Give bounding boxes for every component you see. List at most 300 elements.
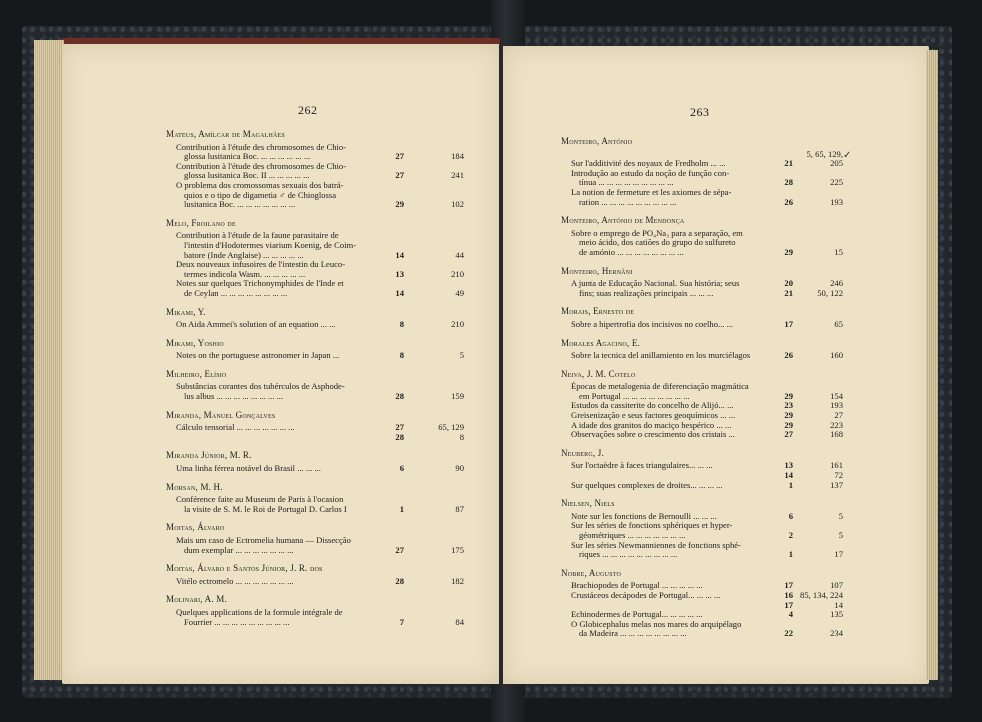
entry-page <box>404 546 464 556</box>
page-reference: 193 <box>830 196 843 207</box>
author-name: Mateus, Amílcar de Magalhães <box>166 129 285 139</box>
page-reference: 184 <box>451 151 464 162</box>
entry-title-line <box>176 433 382 443</box>
index-entry <box>166 181 464 210</box>
volume-number: 14 <box>784 470 793 481</box>
entry-volume <box>771 320 793 330</box>
index-entry <box>561 461 843 480</box>
entry-page <box>793 591 843 610</box>
author-name: Nobre, Augusto <box>561 567 622 578</box>
entry-title-line: lus albus ... ... ... ... ... ... ... ... <box>184 391 284 402</box>
volume-number: 29 <box>784 419 793 430</box>
entry-title-line: Mais um caso de Ectromelia humana — Dissecção <box>176 535 351 545</box>
index-entry <box>166 231 464 260</box>
entry-page <box>793 178 843 188</box>
entry-page <box>404 320 464 330</box>
page-reference: 168 <box>830 429 843 440</box>
entry-volume <box>382 270 404 280</box>
entry-title <box>176 320 382 330</box>
volume-number: 21 <box>784 158 793 169</box>
author-name: Milheiro, Elísio <box>166 368 227 379</box>
entry-volume <box>382 505 404 515</box>
page-reference: 135 <box>830 609 843 620</box>
entry-title-line: A junta de Educação Nacional. Sua história; seus <box>571 278 740 289</box>
volume-number: 2 <box>788 530 793 540</box>
entry-title-line: Notes sur quelques Trichonymphides de l'Inde et <box>176 278 344 289</box>
index-entry <box>561 188 843 207</box>
author-name: Morsan, M. H. <box>166 481 223 492</box>
author-group <box>166 564 464 586</box>
entry-title-line: da Madeira ... ... ... ... ... ... ... ... <box>579 628 687 639</box>
index-entry <box>561 541 843 560</box>
volume-number: 22 <box>784 628 793 639</box>
entry-page <box>404 392 464 402</box>
entry-title-line: Introdução ao estudo da noção de função con- <box>571 167 730 178</box>
right-page-number: 263 <box>690 105 710 119</box>
volume-number: 7 <box>399 616 404 627</box>
left-page-number: 262 <box>298 103 318 117</box>
entry-page <box>793 550 843 560</box>
entry-volume <box>771 279 793 298</box>
entry-title <box>571 351 771 361</box>
page-reference: 65, 129 <box>438 422 464 433</box>
page-reference: 159 <box>451 391 464 402</box>
page-reference: 65 <box>834 318 843 329</box>
page-stack-right <box>926 50 938 680</box>
volume-number: 27 <box>395 544 404 555</box>
entry-volume <box>771 629 793 639</box>
entry-title <box>176 423 382 442</box>
entry-page <box>404 152 464 162</box>
volume-number: 26 <box>784 350 793 361</box>
author-group <box>561 307 843 329</box>
index-entry <box>561 620 843 639</box>
page-reference: 87 <box>455 503 464 514</box>
entry-title-line: tínua ... ... ... ... ... ... ... ... ... <box>579 177 674 188</box>
entry-title <box>176 260 382 279</box>
index-entry <box>561 150 843 169</box>
page-stack-left <box>34 40 64 680</box>
author-name: Neiva, J. M. Cotelo <box>561 368 636 379</box>
entry-volume <box>382 618 404 628</box>
entry-title-line: Note sur les fonctions de Bernoulli ... ... ... <box>571 510 717 521</box>
volume-number: 1 <box>788 549 793 560</box>
volume-number: 17 <box>784 599 793 610</box>
author-group <box>166 130 464 210</box>
index-entry <box>561 169 843 188</box>
index-entry <box>561 351 843 361</box>
index-entry <box>561 382 843 401</box>
entry-title <box>176 382 382 401</box>
index-entry <box>166 608 464 627</box>
author-group <box>561 216 843 257</box>
entry-title-line: Substâncias corantes dos tubérculos de Asphode- <box>176 381 345 392</box>
entry-title <box>176 495 382 514</box>
entry-title <box>571 279 771 298</box>
entry-title-line: Crustáceos decápodes de Portugal... ... ... ... <box>571 589 721 600</box>
entry-volume <box>771 531 793 541</box>
page-reference: 154 <box>830 390 843 401</box>
entry-title <box>176 351 382 361</box>
page-reference: 161 <box>830 460 843 471</box>
page-reference: 175 <box>451 544 464 555</box>
author-name: Mikami, Y. <box>166 306 206 317</box>
page-reference: 234 <box>830 628 843 639</box>
index-entry <box>561 430 843 440</box>
entry-title-line: Deux nouveaux infusoires de l'intestin du Leuco- <box>176 259 346 270</box>
entry-volume <box>382 251 404 261</box>
entry-title-line: em Portugal ... ... ... ... ... ... ... ... <box>579 390 690 401</box>
entry-title <box>176 464 382 474</box>
page-reference: 8 <box>459 431 464 442</box>
page-reference: 241 <box>451 170 464 181</box>
entry-title <box>571 521 771 540</box>
entry-title <box>176 143 382 162</box>
entry-page <box>404 577 464 587</box>
entry-title-line: Contribution à l'étude de la faune parasitaire de <box>176 230 339 241</box>
entry-title-line: Épocas de metalogenia de diferenciação magmática <box>571 381 749 392</box>
entry-title-line: Sur l'additivité des noyaux de Fredholm ... ... <box>571 158 726 169</box>
entry-title <box>571 430 771 440</box>
entry-volume <box>382 152 404 162</box>
entry-title <box>176 279 382 298</box>
author-group <box>166 451 464 473</box>
entry-title-line: Contribution à l'étude des chromosomes de Chio- <box>176 160 347 171</box>
entry-title <box>571 229 771 258</box>
entry-page <box>404 618 464 628</box>
entry-title-line: Sobre o emprego de PO₄Na₃ para a separação, em <box>571 227 743 238</box>
entry-title-line: meio ácido, dos catiões do grupo do sulfureto <box>579 237 736 248</box>
entry-title-line: A idade dos granitos do maciço hespérico ... ... <box>571 419 732 430</box>
volume-number: 27 <box>395 422 404 433</box>
entry-title <box>571 382 771 401</box>
entry-page <box>793 351 843 361</box>
entry-volume <box>382 289 404 299</box>
entry-title-line: ration ... ... ... ... ... ... ... ... ... <box>579 196 677 207</box>
entry-page <box>793 320 843 330</box>
entry-page <box>404 351 464 361</box>
author-group <box>166 595 464 627</box>
entry-title <box>571 591 771 610</box>
author-group <box>166 483 464 515</box>
entry-title-line: Conférence faite au Museum de Paris à l'ocasion <box>176 494 344 505</box>
entry-volume <box>382 464 404 474</box>
page-reference: 90 <box>455 463 464 474</box>
volume-number: 16 <box>784 589 793 600</box>
author-group <box>561 339 843 361</box>
entry-volume <box>771 591 793 610</box>
entry-title-line: de Ceylan ... ... ... ... ... ... ... ... <box>184 287 288 298</box>
entry-volume <box>771 550 793 560</box>
page-reference: 5, 65, 129, 205 <box>806 148 843 169</box>
entry-title-line: Quelques applications de la formule intégrale de <box>176 606 343 617</box>
author-name: Mikami, Yoshio <box>166 337 224 348</box>
page-reference: 72 <box>834 470 843 481</box>
page-reference: 210 <box>451 319 464 330</box>
author-group <box>561 449 843 490</box>
margin-checkmark: ✓ <box>843 150 852 161</box>
entry-title-line: glossa lusitanica Boc. ... ... ... ... ... ... <box>184 151 311 162</box>
entry-volume <box>771 159 793 169</box>
entry-title-line: Cálculo tensorial ... ... ... ... ... ... ... <box>176 422 295 433</box>
entry-title-line: lusitanica Boc. ... ... ... ... ... ... ... <box>184 199 296 210</box>
entry-title-line: fins; suas realizações principais ... ... ... <box>579 287 714 298</box>
entry-title-line: quios e o tipo de digametia ♂ de Chioglossa <box>184 189 337 200</box>
entry-page <box>793 248 843 258</box>
entry-title-line: géométriques ... ... ... ... ... ... ... <box>579 530 686 540</box>
page-reference: 84 <box>455 616 464 627</box>
entry-title-line: Sur les séries Newmanniennes de fonctions sphé- <box>571 539 741 550</box>
volume-number: 21 <box>784 287 793 298</box>
page-reference: 27 <box>834 410 843 421</box>
entry-title <box>571 541 771 560</box>
volume-number: 29 <box>784 246 793 257</box>
volume-number: 27 <box>395 170 404 181</box>
entry-title-line: O problema dos cromossomas sexuais dos batrá- <box>176 179 344 190</box>
entry-volume <box>382 320 404 330</box>
entry-title-line: Uma linha férrea notável do Brasil ... ... ... <box>176 463 321 474</box>
author-name: Neuberg, J. <box>561 447 604 458</box>
entry-title-line: Brachiopodes de Portugal ... ... ... ... ... <box>571 580 703 591</box>
entry-page <box>793 531 843 541</box>
entry-page <box>793 512 843 522</box>
entry-volume <box>382 200 404 210</box>
author-group <box>166 219 464 299</box>
author-group <box>166 411 464 443</box>
author-group <box>561 569 843 639</box>
page-reference: 193 <box>830 400 843 411</box>
author-name: Monteiro, António <box>561 136 633 146</box>
index-entry <box>166 279 464 298</box>
page-reference: 5 <box>459 350 464 361</box>
entry-title-line: Notes on the portuguese astronomer in Japan ... <box>176 350 340 361</box>
entry-volume <box>771 430 793 440</box>
entry-page <box>793 430 843 440</box>
volume-number: 8 <box>399 350 404 361</box>
author-name: Molinari, A. M. <box>166 594 227 605</box>
author-name: Morais, Ernesto de <box>561 306 635 317</box>
entry-volume <box>382 171 404 181</box>
page-reference: 44 <box>455 249 464 260</box>
author-group <box>561 267 843 299</box>
author-name: Monteiro, Hernâni <box>561 265 633 276</box>
entry-title <box>176 181 382 210</box>
page-reference: 14 <box>834 599 843 610</box>
entry-volume <box>382 577 404 587</box>
entry-title <box>176 577 382 587</box>
author-group <box>166 308 464 330</box>
volume-number: 29 <box>395 199 404 210</box>
entry-title-line: Greisenização e seus factores geoquímicos ... ... <box>571 410 736 421</box>
index-entry <box>166 351 464 361</box>
entry-title-line: Echinodermes de Portugal... ... ... ... ... <box>571 609 703 620</box>
entry-volume <box>771 178 793 188</box>
page-reference: 107 <box>830 580 843 591</box>
volume-number: 28 <box>395 431 404 442</box>
author-name: Melo, Froilano de <box>166 217 236 228</box>
author-group <box>561 370 843 440</box>
entry-page <box>404 464 464 474</box>
entry-page <box>793 461 843 480</box>
entry-title <box>571 320 771 330</box>
entry-title-line: Sobre a hipertrofia dos incisivos no coelho... ... <box>571 318 734 329</box>
page-reference: 5 <box>838 530 843 540</box>
entry-title-line: riques ... ... ... ... ... ... ... ... ... <box>579 549 678 560</box>
page-reference: 15 <box>834 246 843 257</box>
entry-volume <box>771 512 793 522</box>
page-reference: 223 <box>830 419 843 430</box>
entry-title-line: Fourrier ... ... ... ... ... ... ... ... ... <box>184 616 290 627</box>
entry-title-line: La notion de fermeture et les axiomes de sépa- <box>571 186 732 197</box>
volume-number: 27 <box>395 151 404 162</box>
entry-volume <box>771 481 793 491</box>
index-entry <box>166 536 464 555</box>
entry-title <box>176 536 382 555</box>
author-group <box>166 523 464 555</box>
entry-page <box>793 279 843 298</box>
entry-volume <box>771 198 793 208</box>
volume-number: 28 <box>784 177 793 188</box>
volume-number: 1 <box>399 503 404 514</box>
volume-number: 17 <box>784 318 793 329</box>
index-entry <box>561 279 843 298</box>
index-entry <box>166 320 464 330</box>
author-name: Morales Agacino, E. <box>561 337 640 348</box>
page-reference: 137 <box>830 479 843 490</box>
entry-page <box>793 481 843 491</box>
entry-volume <box>771 610 793 620</box>
volume-number: 8 <box>399 319 404 330</box>
page-reference: 246 <box>830 278 843 289</box>
entry-page <box>404 251 464 261</box>
author-name: Miranda, Manuel Gonçalves <box>166 409 276 420</box>
index-entry <box>166 577 464 587</box>
entry-volume <box>382 423 404 442</box>
index-entry <box>561 481 843 491</box>
author-name: Miranda Júnior, M. R. <box>166 450 252 461</box>
index-entry <box>561 229 843 258</box>
entry-title <box>571 620 771 639</box>
author-name: Moitas, Álvaro <box>166 522 225 533</box>
entry-title <box>571 188 771 207</box>
entry-title-line: l'intestin d'Hodotermes viarium Koenig, de Coim- <box>184 239 357 250</box>
entry-page <box>404 200 464 210</box>
left-index-column <box>166 130 464 636</box>
entry-page <box>793 198 843 208</box>
entry-title <box>571 461 771 480</box>
page-reference: 225 <box>830 177 843 188</box>
page-reference: 102 <box>451 199 464 210</box>
entry-page <box>793 629 843 639</box>
entry-title-line: On Aida Ammei's solution of an equation ... ... <box>176 319 336 330</box>
volume-number: 1 <box>788 479 793 490</box>
page-reference: 85, 134, 224 <box>800 589 843 600</box>
volume-number: 28 <box>395 575 404 586</box>
entry-title-line: batore (Inde Anglaise) ... ... ... ... ... <box>184 249 304 260</box>
entry-title-line: termes indicola Wasm. ... ... ... ... ... <box>184 268 306 279</box>
author-group <box>166 370 464 402</box>
volume-number: 13 <box>395 268 404 279</box>
page-reference: 49 <box>455 287 464 298</box>
page-reference: 50, 122 <box>817 287 843 298</box>
volume-number: 20 <box>784 278 793 289</box>
entry-title-line: O Globicephalus melas nos mares do arquipélago <box>571 618 742 629</box>
entry-title <box>176 231 382 260</box>
entry-page <box>404 171 464 181</box>
index-entry <box>166 143 464 162</box>
right-index-column <box>561 137 843 648</box>
index-entry <box>166 423 464 442</box>
entry-title-line: Sur quelques complexes de droites... ... ... ... <box>571 479 723 490</box>
volume-number: 29 <box>784 390 793 401</box>
index-entry <box>166 382 464 401</box>
entry-page <box>793 150 843 169</box>
entry-page <box>793 610 843 620</box>
entry-title-line: Sobre la tecnica del anillamiento en los murciélagos <box>571 350 751 361</box>
author-name: Monteiro, António de Mendonça <box>561 215 685 226</box>
author-name: Nielsen, Niels <box>561 498 615 509</box>
entry-volume <box>771 248 793 258</box>
page-reference: 160 <box>830 350 843 361</box>
author-group <box>561 137 843 207</box>
entry-volume <box>382 546 404 556</box>
volume-number: 13 <box>784 460 793 471</box>
volume-number: 4 <box>788 609 793 620</box>
entry-title-line: Sur l'octaèdre à faces triangulaires... ... ... <box>571 460 713 471</box>
index-entry <box>166 260 464 279</box>
entry-title <box>176 162 382 181</box>
page-reference: 17 <box>834 549 843 560</box>
author-group <box>561 499 843 560</box>
entry-title-line: la visite de S. M. le Roi de Portugal D. Carlos I <box>184 503 347 514</box>
volume-number: 14 <box>395 249 404 260</box>
volume-number: 6 <box>788 510 793 521</box>
volume-number: 26 <box>784 196 793 207</box>
entry-title <box>176 608 382 627</box>
volume-number: 28 <box>395 391 404 402</box>
entry-title <box>571 169 771 188</box>
index-entry <box>561 591 843 610</box>
entry-title-line: Sur les séries de fonctions sphériques et hyper- <box>571 520 733 531</box>
author-group <box>166 339 464 361</box>
entry-volume <box>382 351 404 361</box>
volume-number: 27 <box>784 429 793 440</box>
index-entry <box>166 464 464 474</box>
entry-page <box>404 505 464 515</box>
entry-title <box>571 481 771 491</box>
entry-title-line: Observações sobre o crescimento dos cristais ... <box>571 429 735 440</box>
volume-number: 23 <box>784 400 793 411</box>
page-reference: 5 <box>838 510 843 521</box>
entry-title-line: Estudos da cassiterite do concelho de Alijó... ... <box>571 400 734 411</box>
index-entry <box>166 162 464 181</box>
entry-title-line: glossa lusitanica Boc. II ... ... ... ... ... <box>184 170 310 181</box>
index-entry <box>166 495 464 514</box>
index-entry <box>561 320 843 330</box>
page-reference: 182 <box>451 575 464 586</box>
entry-title-line: de amónio ... ... ... ... ... ... ... ... <box>579 246 684 257</box>
entry-volume <box>771 351 793 361</box>
entry-title-line: Vitélo ectromelo ... ... ... ... ... ... ... <box>176 575 294 586</box>
volume-number: 6 <box>399 463 404 474</box>
entry-volume <box>382 392 404 402</box>
entry-title-line: dum exemplar ... ... ... ... ... ... ... <box>184 544 294 555</box>
author-name: Moitas, Álvaro e Santos Júnior, J. R. dos <box>166 563 323 574</box>
entry-title-line: Contribution à l'étude des chromosomes de Chio- <box>176 141 347 152</box>
volume-number: 17 <box>784 580 793 591</box>
entry-page <box>404 289 464 299</box>
entry-volume <box>771 461 793 480</box>
